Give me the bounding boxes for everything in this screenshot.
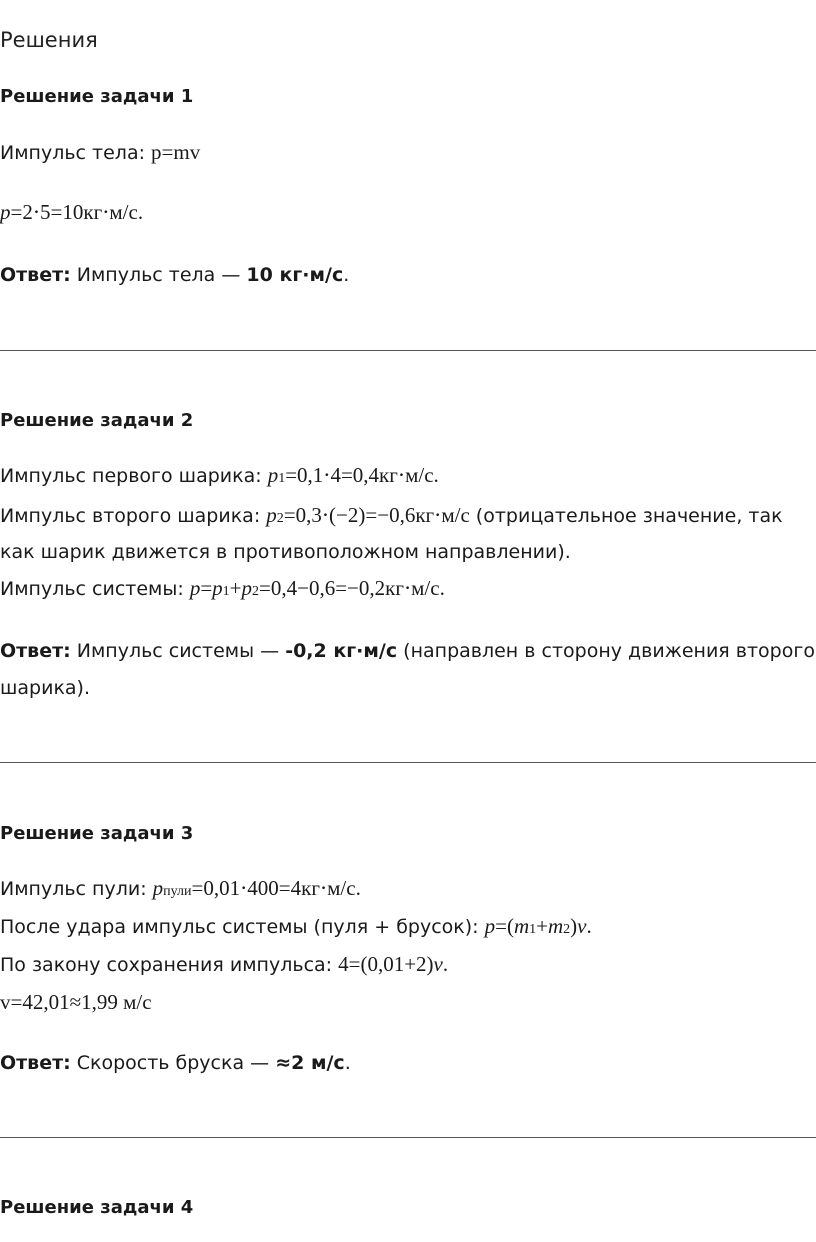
task1-line1 — [0, 140, 200, 165]
task2-line4-p2: p — [241, 576, 253, 600]
task2-answer — [0, 640, 815, 662]
task3-line4: v=42,01≈1,99 м/с — [0, 990, 152, 1014]
task3-line2-eq: =( — [495, 914, 514, 938]
task3-line3-v: v — [433, 952, 443, 976]
task1-answer-text: Импульс тела — — [70, 264, 247, 286]
task2-line1-text: Импульс первого шарика: — [0, 465, 268, 487]
task2-line4 — [0, 576, 445, 601]
task3-answer — [0, 1052, 351, 1074]
task3-line3 — [0, 952, 448, 977]
task1-line1-math: p=mv — [151, 140, 201, 164]
task2-line1-sub: 1 — [278, 471, 286, 486]
task1-line2-rest: =2⋅5=10кг⋅м/с. — [10, 200, 144, 224]
task3-line1-rest: =0,01⋅400=4кг⋅м/с. — [191, 876, 361, 900]
task2-line2-p: p — [266, 503, 277, 527]
task2-answer-line2: шарика). — [0, 677, 91, 699]
task2-line4-rest: =0,4−0,6=−0,2кг⋅м/с. — [259, 576, 445, 600]
task3-line2-p: p — [484, 914, 496, 938]
task2-heading: Решение задачи 2 — [0, 410, 194, 431]
task3-answer-value: ≈2 м/с — [275, 1052, 345, 1074]
task3-line2 — [0, 914, 592, 939]
task2-line2 — [0, 503, 783, 528]
task4-heading: Решение задачи 4 — [0, 1197, 194, 1218]
task1-line1-text: Импульс тела: — [0, 142, 152, 164]
task3-line2-m2: m — [547, 914, 564, 938]
task3-line2-sub1: 1 — [529, 922, 537, 937]
task2-line1-rest: =0,1⋅4=0,4кг⋅м/с. — [285, 463, 439, 487]
task3-line2-close: ) — [570, 914, 578, 938]
divider-2 — [0, 762, 816, 763]
task2-line4-eq: = — [200, 576, 213, 600]
task3-answer-end: . — [344, 1052, 351, 1074]
task3-line3-end: . — [442, 952, 449, 976]
task3-line2-end: . — [586, 914, 592, 938]
divider-3 — [0, 1137, 816, 1138]
task3-line2-text: После удара импульс системы (пуля + брусок): — [0, 916, 485, 938]
task2-line4-sub1: 1 — [222, 584, 230, 599]
task3-line2-v: v — [577, 914, 587, 938]
task2-line4-plus: + — [229, 576, 242, 600]
task2-answer-value: -0,2 кг·м/с — [285, 640, 398, 662]
task3-line1-text: Импульс пули: — [0, 878, 153, 900]
task2-line2-rest: =0,3⋅(−2)=−0,6кг⋅м/с — [283, 503, 470, 527]
task3-heading: Решение задачи 3 — [0, 823, 194, 844]
task2-line3: как шарик движется в противоположном направлении). — [0, 541, 571, 563]
task1-line2-p: p — [0, 200, 11, 224]
task3-line2-sub2: 2 — [563, 922, 571, 937]
task3-line1-sub: пули — [163, 884, 192, 899]
task2-line1 — [0, 463, 439, 488]
task1-line2 — [0, 200, 143, 225]
task2-line2-text: Импульс второго шарика: — [0, 505, 267, 527]
task1-answer-label: Ответ: — [0, 264, 71, 286]
task2-line4-p: p — [189, 576, 201, 600]
task3-line1 — [0, 876, 361, 901]
page-title: Решения — [0, 28, 98, 52]
task2-answer-note: (направлен в сторону движения второго — [397, 640, 815, 662]
task1-heading: Решение задачи 1 — [0, 86, 194, 107]
task3-line1-p: p — [152, 876, 164, 900]
task3-line2-m1: m — [513, 914, 530, 938]
task2-line4-text: Импульс системы: — [0, 578, 190, 600]
task2-line2-sub: 2 — [276, 511, 284, 526]
task2-answer-text: Импульс системы — — [70, 640, 286, 662]
task1-answer — [0, 264, 349, 286]
task2-line2-note: (отрицательное значение, так — [469, 505, 783, 527]
task2-line4-sub2: 2 — [252, 584, 260, 599]
task3-answer-text: Скорость бруска — — [70, 1052, 276, 1074]
task1-answer-end: . — [343, 264, 350, 286]
task3-answer-label: Ответ: — [0, 1052, 71, 1074]
task3-line2-plus: + — [536, 914, 548, 938]
task3-line3-math: 4=(0,01+2) — [338, 952, 434, 976]
task2-line1-p: p — [267, 463, 279, 487]
task2-line4-p1: p — [212, 576, 223, 600]
task1-answer-value: 10 кг·м/с — [246, 264, 344, 286]
divider-1 — [0, 350, 816, 351]
task3-line3-text: По закону сохранения импульса: — [0, 954, 339, 976]
task2-answer-label: Ответ: — [0, 640, 71, 662]
